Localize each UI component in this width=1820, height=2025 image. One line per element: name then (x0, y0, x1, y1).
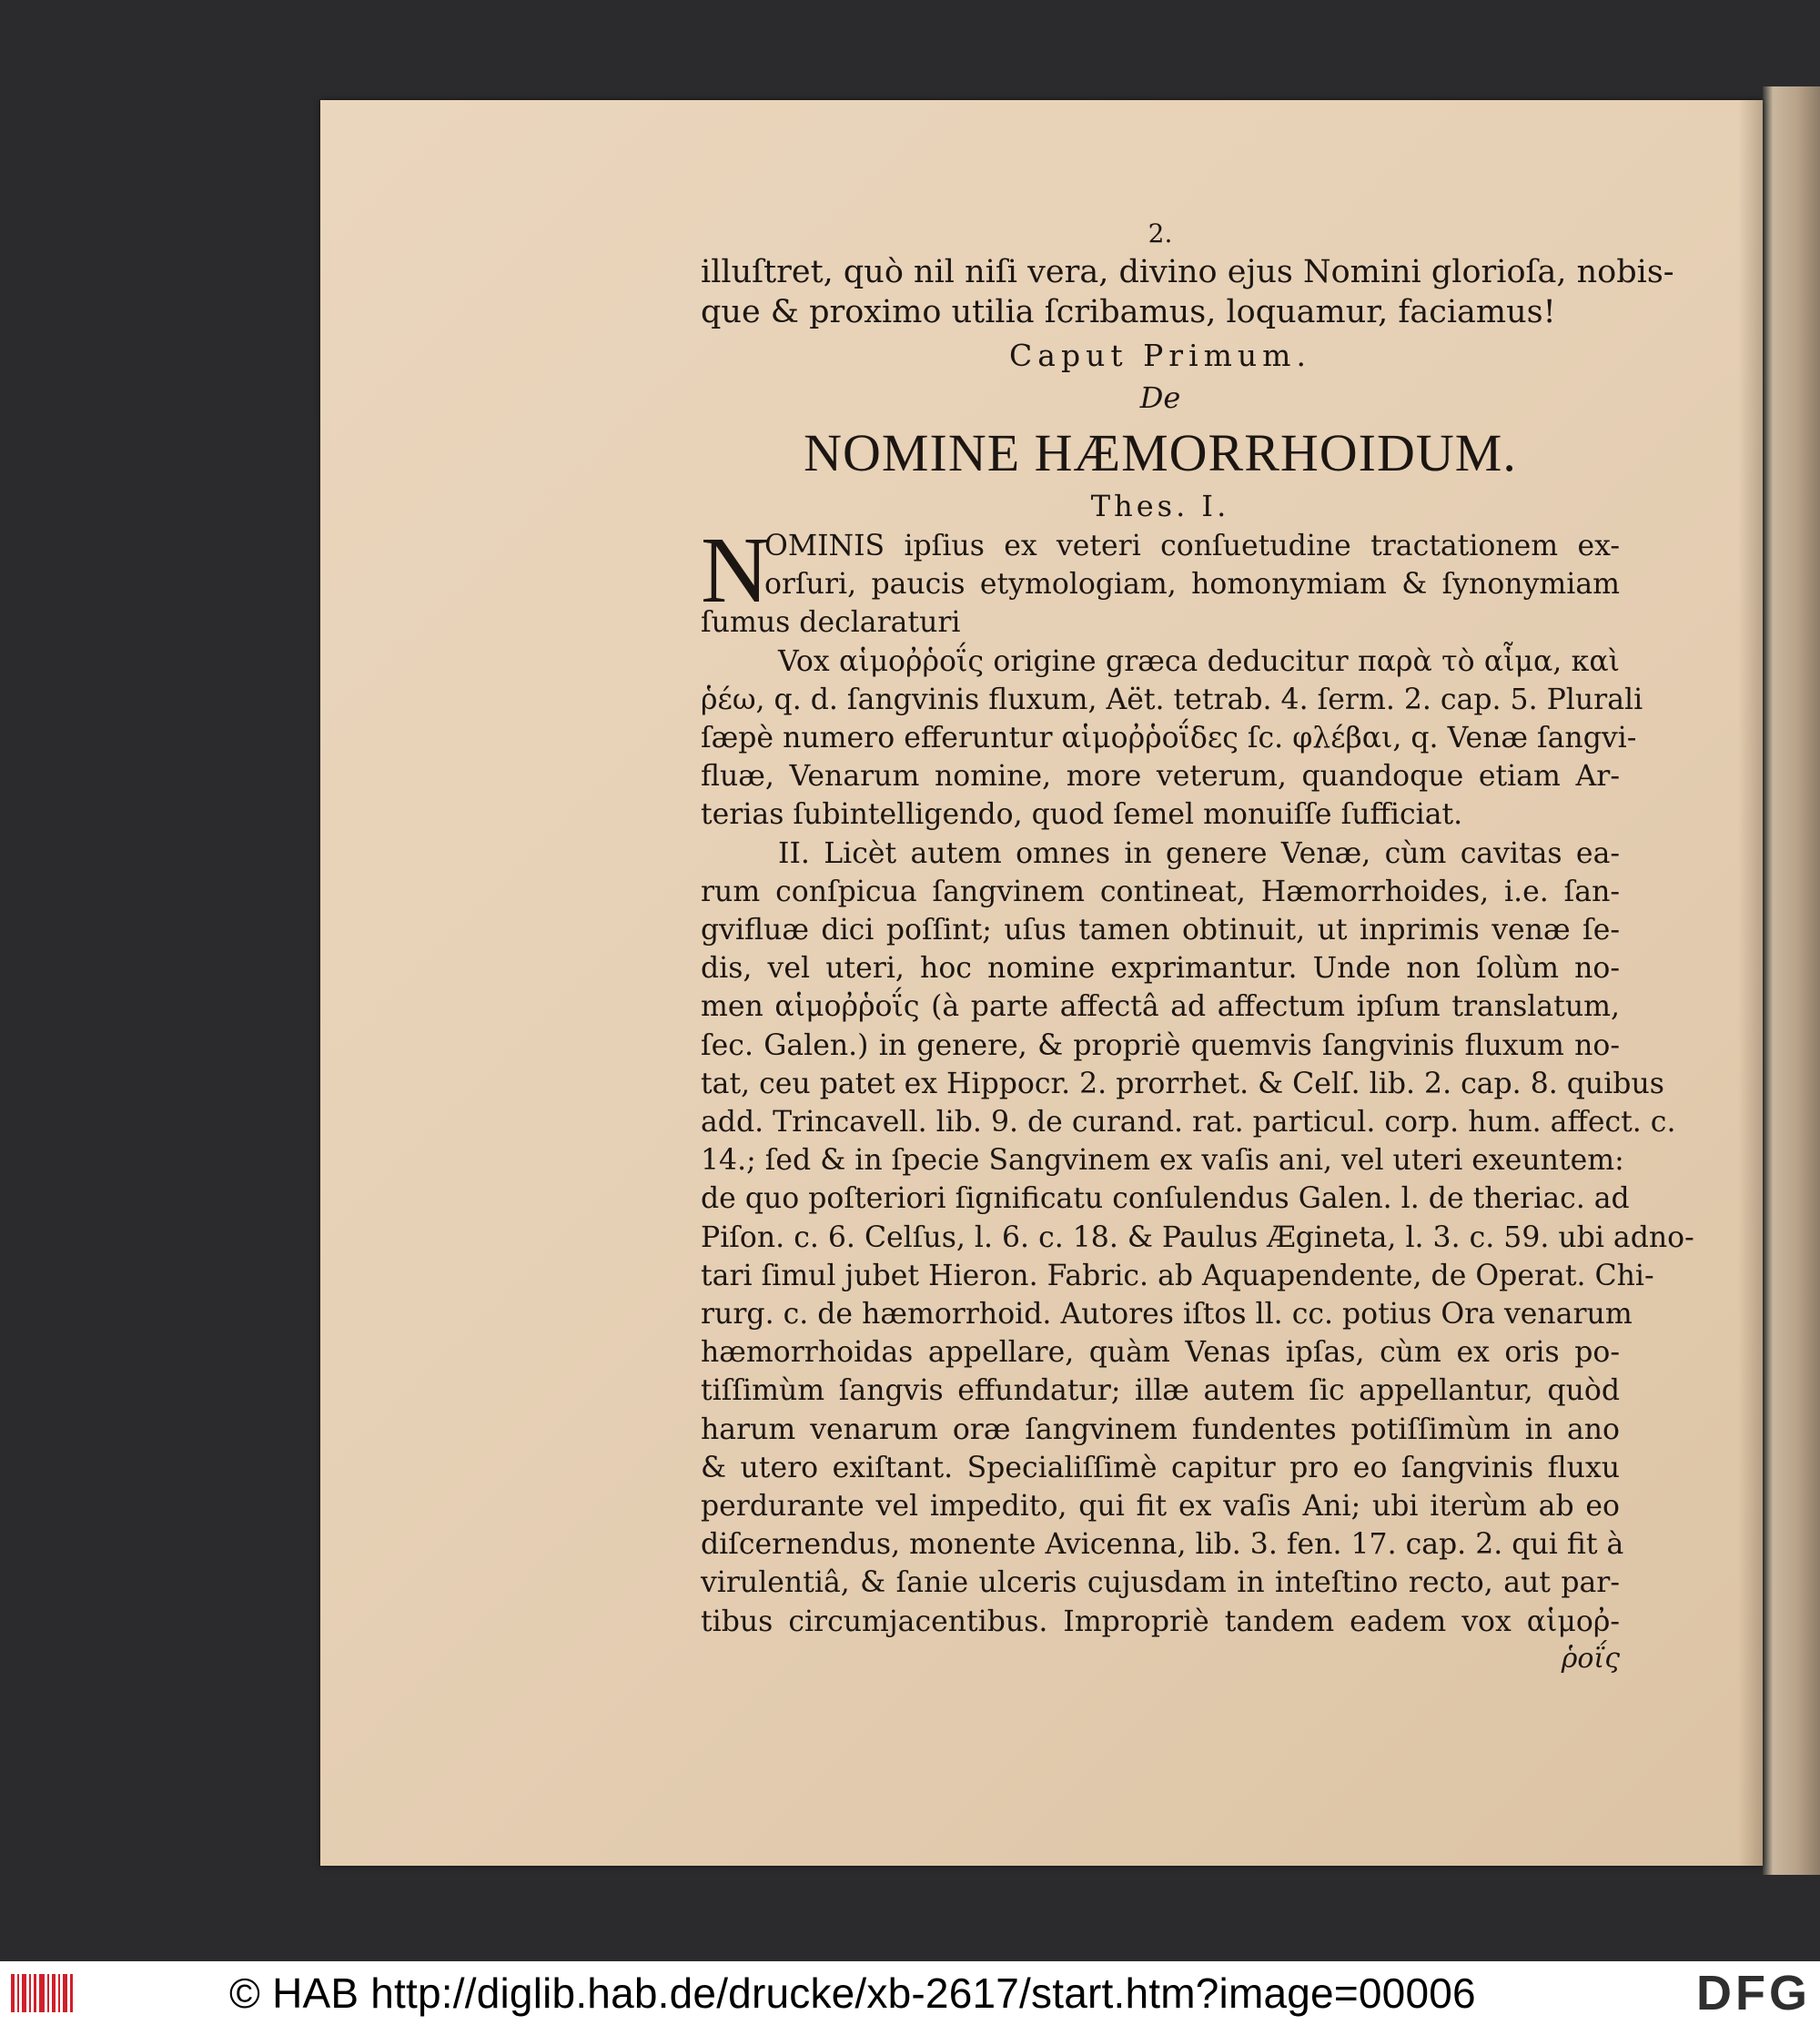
text-line: hæmorrhoidas appellare, quàm Venas ipſas, cùm ex oris po- (701, 1336, 1620, 1370)
page-text (701, 218, 1694, 1675)
text-line: Vox αἱμοῤῥοΐς origine græca deducitur παρὰ τὸ αἷμα, καὶ (778, 644, 1620, 678)
text-line: rum conſpicua ſangvinem contineat, Hæmorrhoides, i.e. ſan- (701, 875, 1620, 908)
text-line: gvifluæ dici poſſint; uſus tamen obtinuit, ut inprimis venæ ſe- (701, 914, 1620, 947)
text-line: OMINIS ipſius ex veteri conſuetudine tractationem ex- (764, 530, 1620, 562)
text-line: II. Licèt autem omnes in genere Venæ, cùm cavitas ea- (778, 836, 1620, 870)
text-line: & utero exiſtant. Specialiſſimè capitur pro eo ſangvinis fluxu (701, 1451, 1620, 1484)
text-line: virulentiâ, & ſanie ulceris cujusdam in inteſtino recto, aut par- (701, 1566, 1620, 1600)
text-line: perdurante vel impedito, qui fit ex vaſis Ani; ubi iterùm ab eo (701, 1490, 1620, 1524)
text-line: tari ſimul jubet Hieron. Fabric. ab Aquapendente, de Operat. Chi- (701, 1259, 1654, 1292)
chapter-heading: Caput Primum. (1009, 338, 1311, 373)
text-line: ῥέω, q. d. ſangvinis fluxum, Aët. tetrab. 4. ſerm. 2. cap. 5. Plurali (701, 683, 1643, 716)
page-number: 2. (1148, 218, 1173, 248)
text-line: diſcernendus, monente Avicenna, lib. 3. fen. 17. cap. 2. qui fit à (701, 1528, 1624, 1562)
text-line: 14.; ſed & in ſpecie Sangvinem ex vaſis ani, vel uteri exeuntem: (701, 1144, 1624, 1178)
chapter-title: NOMINE HÆMORRHOIDUM. (804, 423, 1517, 482)
catchword: ῥοΐς (1561, 1642, 1620, 1675)
intro-line: que & proximo utilia ſcribamus, loquamur, faciamus! (701, 294, 1556, 330)
chapter-subheading: De (1139, 380, 1181, 415)
adjacent-page-edge (1763, 86, 1820, 1875)
paragraph-3 (701, 835, 1694, 1641)
text-line: Piſon. c. 6. Celſus, l. 6. c. 18. & Paulus Ægineta, l. 3. c. 59. ubi adno- (701, 1220, 1694, 1254)
text-line: orſuri, paucis etymologiam, homonymiam & ſynonymiam (764, 568, 1620, 602)
barcode-icon (9, 1970, 75, 2016)
text-line: tat, ceu patet ex Hippocr. 2. prorrhet. & Celſ. lib. 2. cap. 8. quibus (701, 1067, 1664, 1100)
text-line: harum venarum oræ ſangvinem fundentes potiſſimùm in ano (701, 1412, 1620, 1446)
text-line: add. Trincavell. lib. 9. de curand. rat. particul. corp. hum. affect. c. (701, 1106, 1676, 1139)
text-line: ſumus declaraturi (701, 606, 961, 640)
text-line: de quo poſteriori ſignificatu conſulendus Galen. l. de theriac. ad (701, 1182, 1630, 1216)
footer-bar (0, 1961, 1820, 2025)
paragraph-1 (701, 518, 1620, 643)
text-line: tibus circumjacentibus. Impropriè tandem eadem vox αἱμοῤ- (701, 1605, 1620, 1638)
text-line: terias ſubintelligendo, quod ſemel monuiſſe ſufficiat. (701, 798, 1463, 832)
text-line: rurg. c. de hæmorrhoid. Autores iſtos ll. cc. potius Ora venarum (701, 1298, 1633, 1331)
text-line: fluæ, Venarum nomine, more veterum, quandoque etiam Ar- (701, 760, 1620, 794)
intro-line: illuſtret, quò nil niſi vera, divino ejus Nomini glorioſa, nobis- (701, 254, 1674, 290)
thesis-heading: Thes. I. (1090, 489, 1230, 523)
text-line: ſæpè numero efferuntur αἱμοῤῥοΐδες ſc. φλέβαι, q. Venæ ſangvi- (701, 722, 1637, 755)
copyright-url[interactable]: © HAB http://diglib.hab.de/drucke/xb-2617/start.htm?image=00006 (229, 1969, 1476, 2017)
paragraph-2 (701, 643, 1643, 835)
text-line: tiſſimùm ſangvis effundatur; illæ autem ſic appellantur, quòd (701, 1374, 1620, 1408)
dfg-logo: DFG (1696, 1966, 1811, 2020)
text-line: dis, vel uteri, hoc nomine exprimantur. Unde non ſolùm no- (701, 952, 1620, 986)
text-line: men αἱμοῤῥοΐς (à parte affectâ ad affectum ipſum translatum, (701, 990, 1620, 1024)
drop-cap: N (701, 518, 770, 623)
page-gutter-shadow (1738, 100, 1763, 1866)
text-line: ſec. Galen.) in genere, & propriè quemvis ſangvinis fluxum no- (701, 1028, 1620, 1062)
